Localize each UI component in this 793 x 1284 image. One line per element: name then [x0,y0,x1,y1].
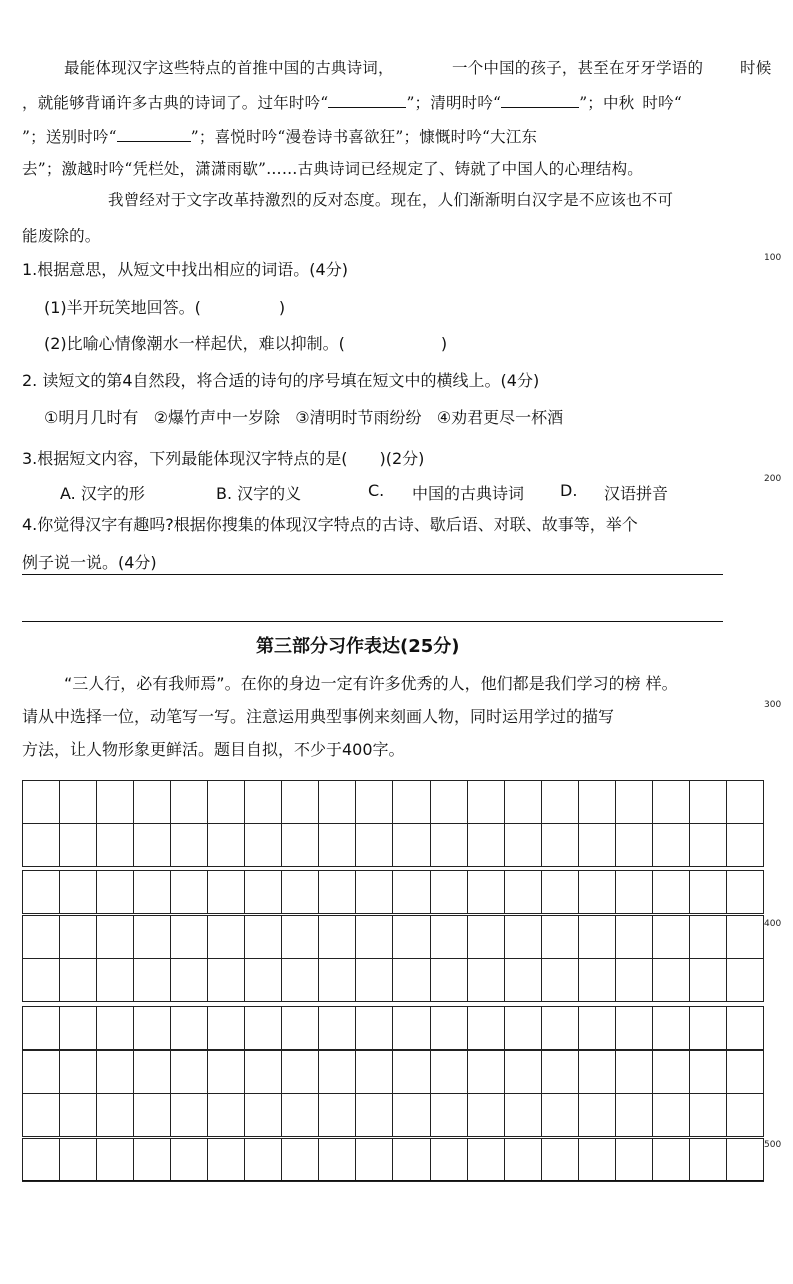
section-title: 第三部分习作表达(25分) [256,636,460,657]
word-count-mark: 100 [764,253,782,263]
grid-row [23,1007,763,1049]
grid-cell[interactable] [96,781,133,823]
grid-cell[interactable] [652,959,689,1001]
grid-cell[interactable] [281,1139,318,1181]
grid-cell[interactable] [392,781,429,823]
grid-cell[interactable] [578,1094,615,1136]
grid-cell[interactable] [59,1051,96,1093]
grid-cell[interactable] [133,1051,170,1093]
option-d-text: 汉语拼音 [604,484,669,503]
grid-row [23,823,763,866]
grid-cell[interactable] [578,1051,615,1093]
grid-cell[interactable] [430,871,467,913]
grid-cell[interactable] [207,781,244,823]
grid-cell[interactable] [652,781,689,823]
writing-grid[interactable] [22,1138,764,1182]
grid-cell[interactable] [355,781,392,823]
grid-cell[interactable] [318,781,355,823]
grid-cell[interactable] [170,781,207,823]
grid-cell[interactable] [207,824,244,866]
option-a[interactable]: A. 汉字的形 [60,484,145,503]
grid-cell[interactable] [170,824,207,866]
grid-cell[interactable] [133,916,170,958]
passage-text: 去”；激越时吟“凭栏处，潇潇雨歇”……古典诗词已经规定了、铸就了中国人的心理结构。 [22,160,643,178]
grid-cell[interactable] [96,1051,133,1093]
grid-cell[interactable] [392,1094,429,1136]
grid-cell[interactable] [467,959,504,1001]
passage-line [740,58,771,78]
grid-cell[interactable] [281,1007,318,1049]
answer-blank[interactable] [501,92,579,108]
grid-cell[interactable] [504,959,541,1001]
grid-cell[interactable] [355,916,392,958]
grid-row [23,916,763,958]
grid-cell[interactable] [133,871,170,913]
grid-cell[interactable] [652,1094,689,1136]
grid-cell[interactable] [726,1094,763,1136]
grid-cell[interactable] [96,871,133,913]
grid-cell[interactable] [59,1139,96,1181]
question-3: 3.根据短文内容，下列最能体现汉字特点的是( )(2分) [22,449,425,468]
grid-cell[interactable] [244,1007,281,1049]
grid-cell[interactable] [318,824,355,866]
grid-cell[interactable] [652,1007,689,1049]
grid-cell[interactable] [541,1139,578,1181]
grid-cell[interactable] [615,1139,652,1181]
grid-cell[interactable] [578,959,615,1001]
grid-cell[interactable] [59,1007,96,1049]
grid-cell[interactable] [689,959,726,1001]
grid-cell[interactable] [207,1139,244,1181]
grid-cell[interactable] [467,1094,504,1136]
grid-cell[interactable] [504,1139,541,1181]
grid-cell[interactable] [726,1051,763,1093]
grid-cell[interactable] [170,1007,207,1049]
grid-cell[interactable] [318,1007,355,1049]
grid-cell[interactable] [467,1139,504,1181]
grid-cell[interactable] [281,871,318,913]
writing-grid[interactable] [22,1006,764,1050]
grid-cell[interactable] [615,871,652,913]
grid-cell[interactable] [318,916,355,958]
grid-cell[interactable] [578,1139,615,1181]
grid-cell[interactable] [504,824,541,866]
grid-cell[interactable] [355,1139,392,1181]
grid-cell[interactable] [615,1007,652,1049]
grid-cell[interactable] [504,871,541,913]
grid-cell[interactable] [244,916,281,958]
grid-cell[interactable] [23,959,59,1001]
grid-cell[interactable] [467,824,504,866]
grid-cell[interactable] [541,1007,578,1049]
grid-cell[interactable] [689,871,726,913]
grid-cell[interactable] [355,1051,392,1093]
grid-cell[interactable] [541,1094,578,1136]
grid-cell[interactable] [133,824,170,866]
grid-cell[interactable] [281,959,318,1001]
answer-blank[interactable] [328,92,406,108]
word-count-mark: 500 [764,1140,782,1150]
grid-cell[interactable] [430,1139,467,1181]
grid-cell[interactable] [726,781,763,823]
prompt-line: 请从中选择一位，动笔写一写。注意运用典型事例来刻画人物，同时运用学过的描写 [22,707,615,726]
word-count-mark: 400 [764,919,782,929]
grid-cell[interactable] [689,1007,726,1049]
grid-cell[interactable] [392,871,429,913]
grid-cell[interactable] [355,824,392,866]
grid-cell[interactable] [689,1094,726,1136]
grid-cell[interactable] [578,824,615,866]
grid-cell[interactable] [504,1051,541,1093]
grid-cell[interactable] [430,1094,467,1136]
grid-cell[interactable] [392,1139,429,1181]
grid-cell[interactable] [133,1094,170,1136]
passage-text: ”；清明时吟“ [406,94,502,112]
grid-cell[interactable] [96,824,133,866]
grid-cell[interactable] [244,1051,281,1093]
grid-cell[interactable] [578,916,615,958]
grid-cell[interactable] [541,871,578,913]
passage-text: ，就能够背诵许多古典的诗词了。过年时吟“ [22,94,329,112]
passage-line [22,159,643,179]
grid-cell[interactable] [541,916,578,958]
grid-cell[interactable] [133,959,170,1001]
grid-cell[interactable] [96,1007,133,1049]
grid-cell[interactable] [207,916,244,958]
grid-cell[interactable] [59,916,96,958]
grid-cell[interactable] [467,1051,504,1093]
grid-cell[interactable] [207,959,244,1001]
passage-text: ”；中秋 [579,94,635,112]
grid-row [23,1051,763,1093]
grid-cell[interactable] [133,1139,170,1181]
answer-line[interactable] [22,621,723,622]
grid-cell[interactable] [615,1051,652,1093]
grid-cell[interactable] [207,871,244,913]
grid-cell[interactable] [689,1139,726,1181]
grid-cell[interactable] [281,916,318,958]
grid-row [23,1093,763,1136]
bottom-rule [22,1180,764,1181]
grid-cell[interactable] [578,871,615,913]
grid-cell[interactable] [318,959,355,1001]
grid-cell[interactable] [59,824,96,866]
option-c-text: 中国的古典诗词 [412,484,525,503]
passage-text: 时候 [740,59,772,77]
grid-cell[interactable] [615,824,652,866]
grid-cell[interactable] [726,1139,763,1181]
grid-row [23,958,763,1001]
grid-cell[interactable] [652,824,689,866]
question-4: 4.你觉得汉字有趣吗?根据你搜集的体现汉字特点的古诗、歇后语、对联、故事等，举个 [22,515,638,534]
grid-cell[interactable] [430,824,467,866]
grid-cell[interactable] [23,916,59,958]
writing-grid[interactable] [22,870,764,914]
grid-cell[interactable] [207,1051,244,1093]
passage-line [64,58,394,78]
grid-cell[interactable] [170,1094,207,1136]
grid-cell[interactable] [244,959,281,1001]
answer-line[interactable] [22,574,723,575]
grid-cell[interactable] [615,959,652,1001]
option-c-label[interactable]: C. [368,481,385,500]
grid-cell[interactable] [281,1051,318,1093]
grid-cell[interactable] [355,1094,392,1136]
grid-cell[interactable] [244,871,281,913]
grid-cell[interactable] [170,871,207,913]
grid-cell[interactable] [467,871,504,913]
grid-cell[interactable] [170,1051,207,1093]
passage-text: 一个中国的孩子，甚至在牙牙学语的 [452,59,704,77]
writing-grid[interactable] [22,915,764,1002]
grid-row [23,871,763,913]
grid-cell[interactable] [59,959,96,1001]
question-2: 2. 读短文的第4自然段，将合适的诗句的序号填在短文中的横线上。(4分) [22,371,540,390]
grid-cell[interactable] [541,959,578,1001]
passage-line [22,226,101,246]
answer-blank[interactable] [117,126,191,142]
passage-text: 能废除的。 [22,227,101,245]
grid-cell[interactable] [578,781,615,823]
grid-cell[interactable] [615,1094,652,1136]
grid-cell[interactable] [392,1007,429,1049]
grid-cell[interactable] [541,781,578,823]
passage-text: 我曾经对于文字改革持激烈的反对态度。现在，人们渐渐明白汉字是不应该也不可 [108,191,674,209]
grid-cell[interactable] [23,781,59,823]
grid-cell[interactable] [244,824,281,866]
grid-cell[interactable] [96,1139,133,1181]
grid-cell[interactable] [689,1051,726,1093]
grid-cell[interactable] [504,781,541,823]
grid-cell[interactable] [170,959,207,1001]
grid-cell[interactable] [504,916,541,958]
grid-cell[interactable] [23,824,59,866]
grid-cell[interactable] [726,916,763,958]
grid-cell[interactable] [23,1051,59,1093]
prompt-line: 方法，让人物形象更鲜活。题目自拟，不少于400字。 [22,740,405,759]
grid-cell[interactable] [430,781,467,823]
grid-cell[interactable] [355,959,392,1001]
passage-text: 最能体现汉字这些特点的首推中国的古典诗词， [64,59,394,77]
grid-cell[interactable] [133,781,170,823]
grid-cell[interactable] [504,1094,541,1136]
grid-cell[interactable] [578,1007,615,1049]
grid-cell[interactable] [467,781,504,823]
grid-cell[interactable] [170,1139,207,1181]
grid-cell[interactable] [318,871,355,913]
grid-cell[interactable] [504,1007,541,1049]
grid-cell[interactable] [23,1094,59,1136]
grid-cell[interactable] [281,824,318,866]
grid-cell[interactable] [726,959,763,1001]
grid-cell[interactable] [615,781,652,823]
passage-text: ”；喜悦时吟“漫卷诗书喜欲狂”；慷慨时吟“大江东 [190,128,538,146]
writing-grid[interactable] [22,1050,764,1137]
grid-cell[interactable] [355,1007,392,1049]
grid-cell[interactable] [318,1051,355,1093]
grid-cell[interactable] [726,824,763,866]
grid-cell[interactable] [23,871,59,913]
grid-cell[interactable] [244,1139,281,1181]
grid-cell[interactable] [392,959,429,1001]
grid-cell[interactable] [652,1139,689,1181]
grid-cell[interactable] [59,781,96,823]
grid-cell[interactable] [133,1007,170,1049]
grid-row [23,781,763,823]
question-4: 例子说一说。(4分) [22,553,157,572]
grid-cell[interactable] [430,959,467,1001]
grid-cell[interactable] [23,1139,59,1181]
grid-cell[interactable] [207,1094,244,1136]
grid-cell[interactable] [59,871,96,913]
passage-line [452,58,703,78]
grid-cell[interactable] [244,1094,281,1136]
grid-cell[interactable] [244,781,281,823]
grid-row [23,1139,763,1181]
grid-cell[interactable] [541,824,578,866]
grid-cell[interactable] [96,959,133,1001]
question-1-2: (2)比喻心情像潮水一样起伏，难以抑制。( ) [44,334,448,353]
question-2-options: ①明月几时有 ②爆竹声中一岁除 ③清明时节雨纷纷 ④劝君更尽一杯酒 [44,408,564,427]
grid-cell[interactable] [652,1051,689,1093]
grid-cell[interactable] [23,1007,59,1049]
grid-cell[interactable] [318,1139,355,1181]
grid-cell[interactable] [392,1051,429,1093]
grid-cell[interactable] [59,1094,96,1136]
grid-cell[interactable] [726,1007,763,1049]
word-count-mark: 200 [764,474,782,484]
grid-cell[interactable] [467,1007,504,1049]
grid-cell[interactable] [281,1094,318,1136]
grid-cell[interactable] [467,916,504,958]
grid-cell[interactable] [355,871,392,913]
grid-cell[interactable] [689,824,726,866]
grid-cell[interactable] [652,871,689,913]
question-1-1: (1)半开玩笑地回答。( ) [44,298,286,317]
question-1: 1.根据意思，从短文中找出相应的词语。(4分) [22,260,348,279]
grid-cell[interactable] [392,916,429,958]
grid-cell[interactable] [615,916,652,958]
option-b[interactable]: B. 汉字的义 [216,484,302,503]
grid-cell[interactable] [170,916,207,958]
passage-text: ”；送别时吟“ [22,128,117,146]
grid-cell[interactable] [430,1051,467,1093]
grid-cell[interactable] [207,1007,244,1049]
passage-line [22,92,682,113]
grid-cell[interactable] [652,916,689,958]
grid-cell[interactable] [281,781,318,823]
grid-cell[interactable] [318,1094,355,1136]
grid-cell[interactable] [430,916,467,958]
grid-cell[interactable] [726,871,763,913]
prompt-line: “三人行，必有我师焉”。在你的身边一定有许多优秀的人，他们都是我们学习的榜 样。 [64,674,678,693]
passage-line [22,126,537,147]
grid-cell[interactable] [689,916,726,958]
passage-text: 时吟“ [642,94,682,112]
grid-cell[interactable] [689,781,726,823]
passage-line [108,190,673,210]
grid-cell[interactable] [96,1094,133,1136]
word-count-mark: 300 [764,700,782,710]
writing-grid[interactable] [22,780,764,867]
grid-cell[interactable] [392,824,429,866]
option-d-label[interactable]: D. [560,481,578,500]
grid-cell[interactable] [430,1007,467,1049]
grid-cell[interactable] [96,916,133,958]
grid-cell[interactable] [541,1051,578,1093]
